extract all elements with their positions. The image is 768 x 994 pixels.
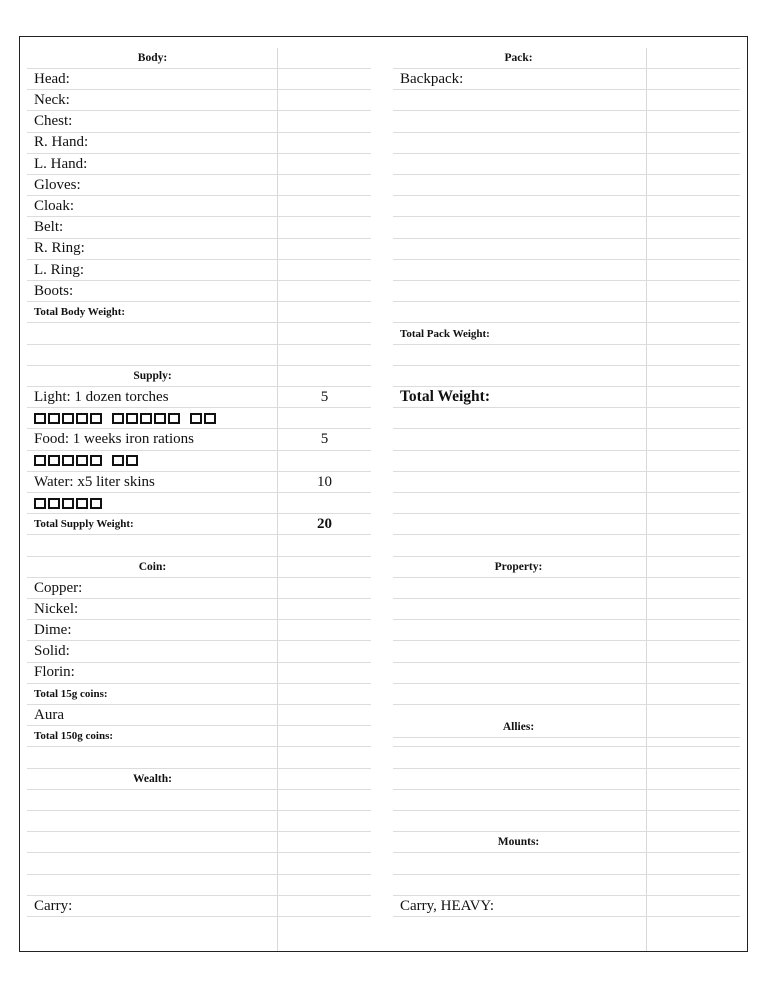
checkbox[interactable] [76, 498, 88, 509]
supply-usage-boxes[interactable] [27, 451, 371, 472]
blank-row[interactable] [393, 345, 740, 366]
body-slot[interactable] [27, 90, 371, 111]
total-body-weight[interactable] [27, 302, 371, 323]
supply-usage-boxes-label [27, 408, 278, 428]
blank-row[interactable] [393, 260, 740, 281]
coin-type[interactable] [27, 599, 371, 620]
backpack[interactable] [393, 69, 740, 90]
blank-row[interactable] [393, 599, 740, 620]
checkbox[interactable] [76, 455, 88, 466]
blank-row[interactable] [27, 536, 371, 557]
blank-row[interactable] [393, 875, 740, 896]
body-slot-label: Gloves: [34, 176, 81, 193]
mounts-header-label: Mounts: [497, 836, 540, 849]
blank-row[interactable] [393, 430, 740, 451]
mounts-header[interactable] [393, 832, 740, 853]
blank-row[interactable] [393, 514, 740, 535]
supply-item[interactable] [27, 430, 371, 451]
checkbox[interactable] [48, 498, 60, 509]
body-slot-label: Boots: [34, 282, 74, 299]
coin-header-label: Coin: [138, 560, 167, 573]
blank-row[interactable] [393, 133, 740, 154]
checkbox[interactable] [154, 413, 166, 424]
total-weight[interactable] [393, 387, 740, 408]
supply-usage-boxes-label [27, 493, 278, 513]
blank-row[interactable] [393, 620, 740, 641]
wealth-header-label: Wealth: [133, 772, 172, 785]
total-supply-weight-label: Total Supply Weight: [34, 518, 134, 531]
supply-usage-boxes-label [27, 451, 278, 471]
blank-row[interactable] [393, 726, 740, 747]
body-slot[interactable] [27, 260, 371, 281]
total-150g-coins-label: Total 150g coins: [34, 730, 114, 743]
blank-row[interactable] [393, 218, 740, 239]
body-slot-label: Belt: [34, 219, 64, 236]
checkbox[interactable] [112, 455, 124, 466]
blank-row[interactable] [393, 302, 740, 323]
checkbox[interactable] [112, 413, 124, 424]
body-slot[interactable] [27, 112, 371, 133]
coin-header[interactable] [27, 557, 371, 578]
blank-row[interactable] [393, 281, 740, 302]
body-slot-label: Chest: [34, 113, 73, 130]
total-150g-coins[interactable] [27, 726, 371, 747]
total-supply-weight-value[interactable]: 20 [317, 515, 332, 532]
blank-row[interactable] [393, 790, 740, 811]
checkbox[interactable] [190, 413, 202, 424]
blank-row[interactable] [27, 790, 371, 811]
supply-item-value[interactable]: 10 [317, 473, 332, 490]
coin-type[interactable] [27, 663, 371, 684]
backpack-label: Backpack: [400, 70, 464, 87]
blank-row[interactable] [27, 832, 371, 853]
allies-header-label: Allies: [502, 720, 535, 733]
body-slot-label: L. Hand: [34, 155, 88, 172]
checkbox[interactable] [62, 455, 74, 466]
body-header-label: Body: [137, 52, 168, 64]
body-slot[interactable] [27, 69, 371, 90]
blank-row[interactable] [393, 578, 740, 599]
blank-row[interactable] [393, 769, 740, 790]
supply-item-label: Water: x5 liter skins [34, 473, 155, 490]
total-body-weight-label: Total Body Weight: [34, 306, 126, 319]
coin-type-label: Copper: [34, 579, 83, 596]
carry-label: Carry: [34, 897, 73, 914]
body-slot[interactable] [27, 154, 371, 175]
body-slot[interactable] [27, 218, 371, 239]
property-header-label: Property: [494, 560, 543, 573]
checkbox[interactable] [90, 413, 102, 424]
body-slot-label: R. Hand: [34, 134, 89, 151]
checkbox[interactable] [90, 498, 102, 509]
body-slot[interactable] [27, 281, 371, 302]
body-header[interactable] [27, 48, 371, 69]
blank-row[interactable] [27, 854, 371, 875]
supply-item-label: Light: 1 dozen torches [34, 388, 169, 405]
checkbox[interactable] [34, 498, 46, 509]
checkbox[interactable] [48, 455, 60, 466]
carry-heavy-label: Carry, HEAVY: [400, 897, 495, 914]
blank-row[interactable] [27, 748, 371, 769]
checkbox[interactable] [90, 455, 102, 466]
coin-type-label: Dime: [34, 621, 72, 638]
pack-header[interactable] [393, 48, 740, 69]
body-slot[interactable] [27, 175, 371, 196]
carry[interactable] [27, 896, 371, 917]
blank-row[interactable] [27, 324, 371, 345]
blank-row[interactable] [393, 196, 740, 217]
supply-item-label: Food: 1 weeks iron rations [34, 431, 194, 448]
blank-row[interactable] [393, 451, 740, 472]
blank-row[interactable] [393, 493, 740, 514]
coin-type[interactable] [27, 620, 371, 641]
wealth-header[interactable] [27, 769, 371, 790]
blank-row[interactable] [393, 239, 740, 260]
body-slot[interactable] [27, 133, 371, 154]
total-pack-weight-label: Total Pack Weight: [400, 327, 490, 340]
body-slot[interactable] [27, 196, 371, 217]
total-15g-coins-label: Total 15g coins: [34, 688, 108, 700]
supply-item-value[interactable]: 5 [320, 431, 329, 448]
checkbox[interactable] [204, 413, 216, 424]
blank-row[interactable] [393, 112, 740, 133]
coin-type-label: Solid: [34, 643, 70, 660]
blank-row[interactable] [393, 175, 740, 196]
body-slot-label: R. Ring: [34, 240, 85, 257]
total-weight-label: Total Weight: [400, 388, 491, 406]
checkbox[interactable] [34, 413, 46, 424]
blank-row[interactable] [393, 90, 740, 111]
total-15g-coins[interactable] [27, 684, 371, 705]
body-slot-label: Head: [34, 70, 70, 87]
body-slot-label: Neck: [34, 91, 70, 108]
blank-row[interactable] [393, 663, 740, 684]
supply-item[interactable] [27, 387, 371, 408]
total-supply-weight[interactable] [27, 514, 371, 535]
property-header[interactable] [393, 557, 740, 578]
coin-type[interactable] [27, 642, 371, 663]
coin-type-label: Florin: [34, 664, 75, 681]
coin-type[interactable] [27, 578, 371, 599]
blank-row[interactable] [27, 811, 371, 832]
supply-usage-boxes[interactable] [27, 408, 371, 429]
checkbox[interactable] [62, 413, 74, 424]
blank-row[interactable] [27, 875, 371, 896]
blank-row[interactable] [393, 748, 740, 769]
blank-row[interactable] [393, 684, 740, 705]
total-pack-weight[interactable] [393, 324, 740, 345]
checkbox[interactable] [48, 413, 60, 424]
supply-usage-boxes[interactable] [27, 493, 371, 514]
coin-type-label: Nickel: [34, 600, 79, 617]
body-slot[interactable] [27, 239, 371, 260]
supply-header-label: Supply: [133, 370, 172, 382]
pack-header-label: Pack: [504, 52, 533, 64]
carry-heavy[interactable] [393, 896, 740, 917]
blank-row[interactable] [393, 472, 740, 493]
checkbox[interactable] [126, 413, 138, 424]
supply-header[interactable] [27, 366, 371, 387]
checkbox[interactable] [76, 413, 88, 424]
blank-row[interactable] [393, 642, 740, 663]
blank-row[interactable] [393, 408, 740, 429]
aura[interactable] [27, 705, 371, 726]
checkbox[interactable] [168, 413, 180, 424]
checkbox[interactable] [34, 455, 46, 466]
body-slot-label: L. Ring: [34, 261, 85, 278]
checkbox[interactable] [62, 498, 74, 509]
checkbox[interactable] [140, 413, 152, 424]
supply-item-value[interactable]: 5 [320, 388, 329, 405]
blank-row[interactable] [393, 536, 740, 557]
blank-row[interactable] [393, 811, 740, 832]
checkbox[interactable] [126, 455, 138, 466]
body-slot-label: Cloak: [34, 197, 74, 214]
aura-label: Aura [34, 706, 64, 723]
blank-row[interactable] [393, 854, 740, 875]
supply-item[interactable] [27, 472, 371, 493]
blank-row[interactable] [393, 366, 740, 387]
blank-row[interactable] [27, 345, 371, 366]
blank-row[interactable] [393, 154, 740, 175]
